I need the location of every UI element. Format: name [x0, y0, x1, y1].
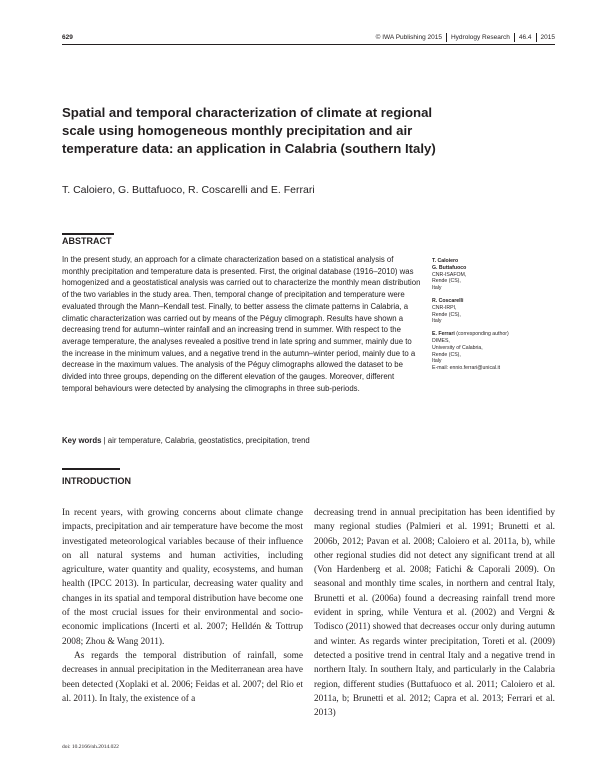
affiliation-address: CNR-ISAFOM, Rende (CS), Italy	[432, 271, 467, 292]
header-divider	[446, 33, 447, 42]
body-column-right	[314, 506, 555, 720]
header-divider	[536, 33, 537, 42]
affiliation-address: DIMES, University of Calabria, Rende (CS), Italy E-mail: ennio.ferrari@unical.it	[432, 337, 501, 372]
affiliation-names: T. Caloiero G. Buttafuoco	[432, 258, 467, 271]
doi: doi: 10.2166/nh.2014.022	[62, 744, 119, 750]
abstract-rule	[62, 233, 114, 235]
introduction-rule	[62, 468, 120, 470]
affiliation-address: CNR-IRPI, Rende (CS), Italy	[432, 304, 461, 325]
keywords: Key words | air temperature, Calabria, geostatistics, precipitation, trend	[62, 436, 310, 445]
keywords-list: air temperature, Calabria, geostatistics, precipitation, trend	[107, 436, 310, 445]
affiliation-names: E. Ferrari	[432, 331, 455, 338]
introduction-heading: INTRODUCTION	[62, 476, 131, 486]
year: 2015	[540, 34, 555, 41]
paragraph: As regards the temporal distribution of rainfall, some decreases in annual precipitation in the Mediterranean area have been detected (Xoplaki et al. 2006; Feidas et al. 2007; del Rio et al. 2011). In Italy, the existence of a	[62, 650, 303, 704]
header-divider	[514, 33, 515, 42]
paper-title: Spatial and temporal characterization of climate at regional scale using homogeneous monthly precipitation and air temperature data: an application in Calabria (southern Italy)	[62, 105, 436, 156]
affiliation-names: R. Coscarelli	[432, 297, 464, 304]
copyright: © IWA Publishing 2015	[375, 34, 442, 41]
affiliation-block	[432, 258, 552, 292]
affiliation-note: (corresponding author)	[456, 331, 509, 338]
keywords-label: Key words	[62, 436, 102, 445]
volume: 46.4	[518, 34, 532, 41]
page-number: 629	[62, 34, 73, 41]
header-rule	[62, 44, 555, 45]
abstract-body: In the present study, an approach for a climate characterization based on a statistical analysis of monthly precipitation and temperature data is presented. First, the original database (1916–2010) was homogenized and a geostatistical analysis was carried out to characterize the monthly mean distribution of the two variables in the study area. Then, temporal change of precipitation and temperature were evaluated through the Mann–Kendall test. Finally, to better assess the climate patterns in Calabria, a climatic characterization was carried out by means of the Péguy climograph. Results have shown a decreasing trend for autumn–winter rainfall and an increasing trend in summer. With respect to the average temperature, the analyses revealed a positive trend in late spring and summer, mainly due to the increase in the minimum values, and a negative trend in the autumn–winter period, mainly due to a decrease in the maximum values. The analysis of the Péguy climographs allowed the dataset to be divided into three groups, depending on the different elevation of the gauges. Moreover, different temporal behaviours were detected by analysing the climographs in three sub-periods.	[62, 255, 421, 393]
paragraph: decreasing trend in annual precipitation has been identified by many regional studies (Palmieri et al. 1991; Brunetti et al. 2006b, 2012; Pavan et al. 2008; Caloiero et al. 2011a, b), while other regional studies did not detect any significant trend at all (Von Hardenberg et al. 2008; Fatichi & Caporali 2009). On seasonal and monthly time scales, in northern and central Italy, Brunetti et al. (2006a) found a decreasing rainfall trend more evident in spring, while Ventura et al. (2002) and Vergni & Todisco (2011) showed that decreases occur only during autumn and winter. As regards winter precipitation, Toreti et al. (2009) detected a positive trend in central Italy and a negative trend in northern Italy. In southern Italy, and particularly in the Calabria region, different studies (Buttafuoco et al. 2011; Caloiero et al. 2011a, b; Brunetti et al. 2012; Capra et al. 2013; Ferrari et al. 2013)	[314, 508, 555, 719]
affiliation-block	[432, 331, 552, 372]
abstract-heading: ABSTRACT	[62, 236, 112, 246]
authors: T. Caloiero, G. Buttafuoco, R. Coscarelli and E. Ferrari	[62, 184, 315, 196]
running-header	[376, 33, 555, 42]
affiliation-block	[432, 298, 552, 325]
paragraph: In recent years, with growing concerns about climate change impacts, precipitation and air temperature have become the most investigated meteorological variables because of their influence on all natural systems and human activities, including agriculture, water quantity and quality, ecosystems, and human health (IPCC 2013). In particular, decreasing water quality and changes in its spatial and temporal distribution have become one of the most crucial issues for their environmental and socio-economic implications (Incerti et al. 2007; Helldén & Tottrup 2008; Zhou & Wang 2011).	[62, 508, 303, 647]
affiliations	[432, 258, 552, 378]
body-column-left	[62, 506, 303, 706]
journal-name: Hydrology Research	[450, 34, 510, 41]
